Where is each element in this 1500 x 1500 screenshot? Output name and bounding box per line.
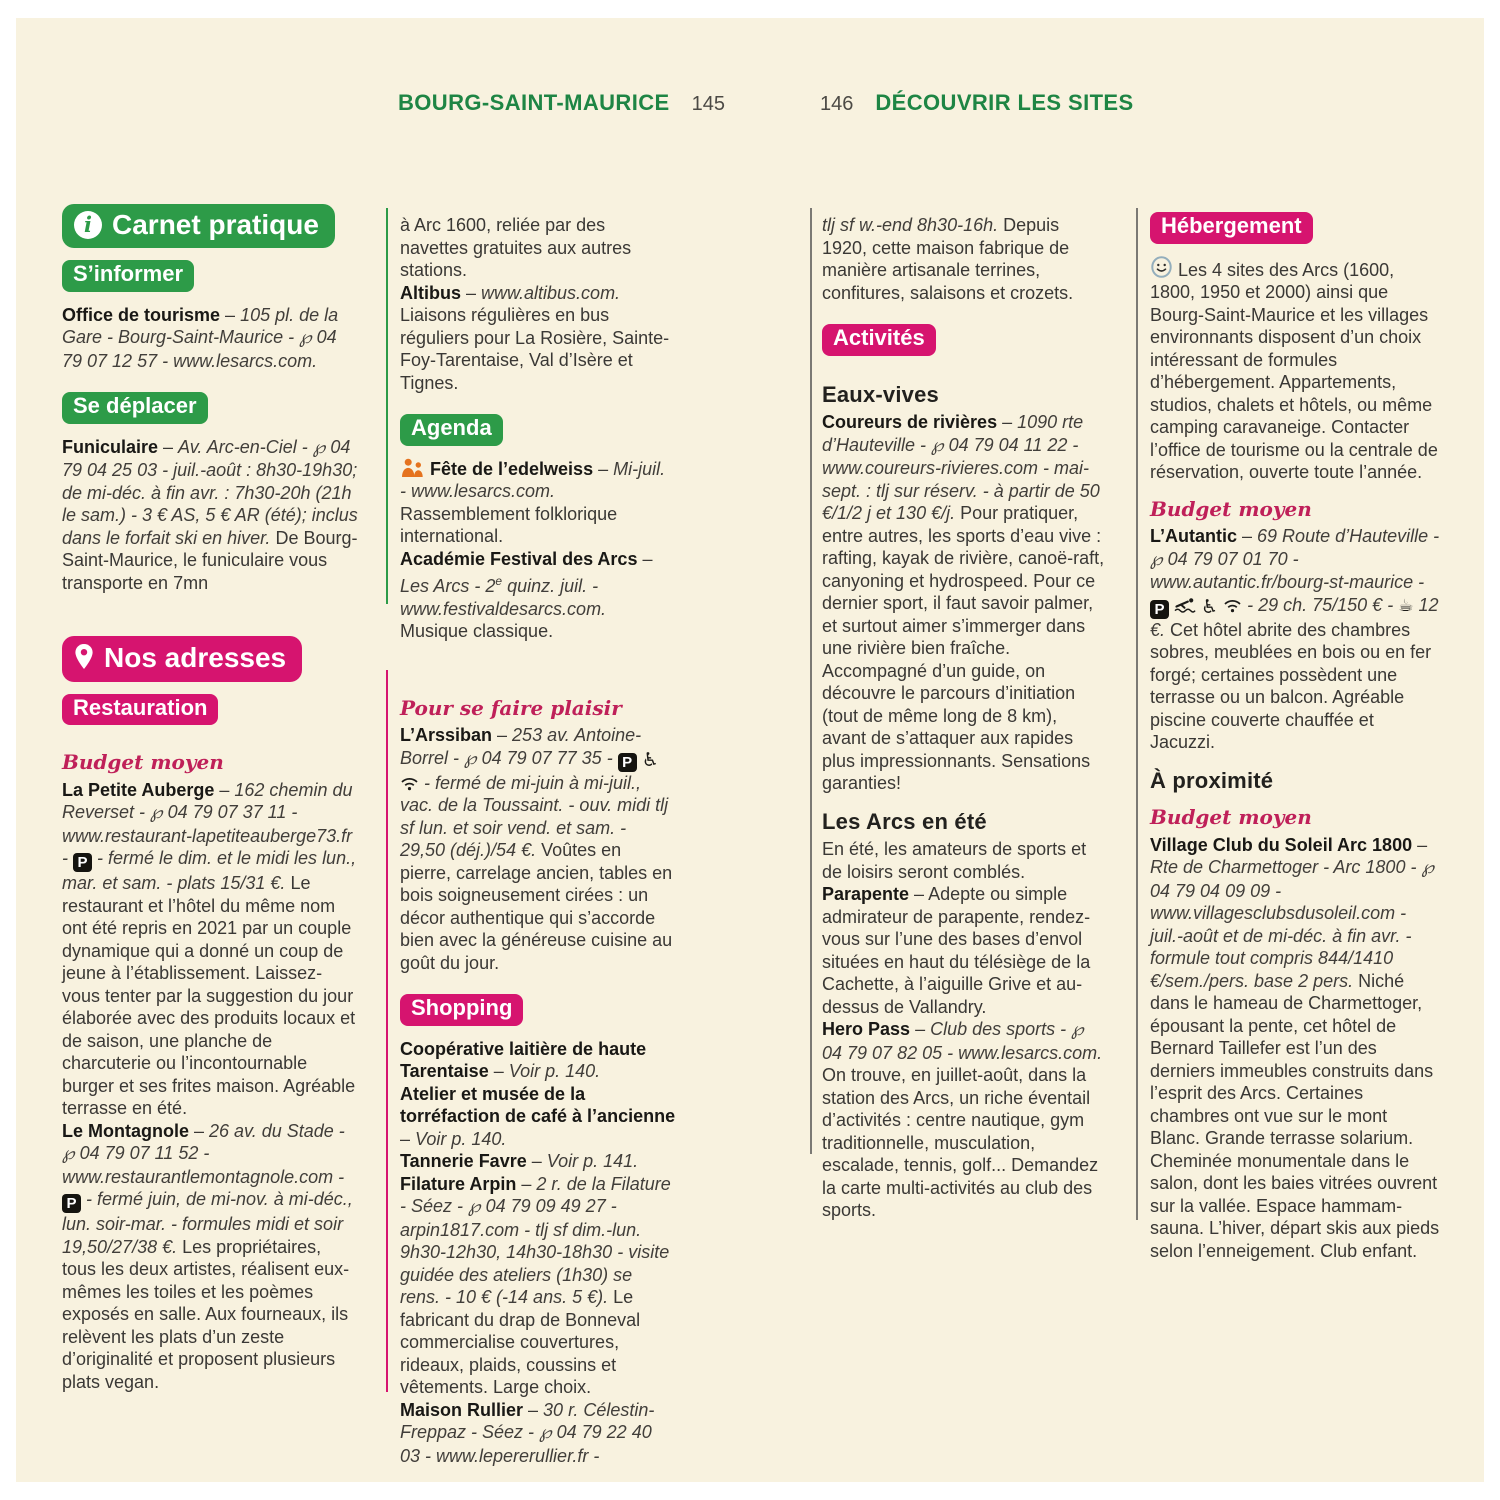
text-segment: – <box>593 458 614 479</box>
text-segment: – <box>1412 834 1428 855</box>
text-segment: 04 79 22 40 03 - www.lepererullier.fr - <box>400 1422 652 1466</box>
text-segment: Altibus <box>400 282 461 303</box>
column-right-2 <box>1150 208 1440 1262</box>
text-segment: 2 r. de la Filature - Séez - <box>400 1173 671 1216</box>
cup-icon: ☕ <box>1398 595 1414 615</box>
text-segment: – <box>461 282 482 303</box>
subhead-pour-se-faire-plaisir: Pour se faire plaisir <box>400 695 622 720</box>
text-segment: Maison Rullier <box>400 1399 524 1420</box>
text-segment: - fermé le dim. et le midi les lun., mar. et sam. - plats 15/31 €. <box>62 848 357 893</box>
phone-icon: ℘ <box>1071 1019 1084 1040</box>
text-segment: – <box>158 436 179 457</box>
page-title-left: BOURG-SAINT-MAURICE <box>398 90 670 115</box>
entry-maison-rullier <box>400 1399 676 1468</box>
text-segment: 04 79 09 49 27 - arpin1817.com - tlj sf dim.-lun. 9h30-12h30, 14h30-18h30 - visite guidée des ateliers (1h30) se rens. - 10 € (-14 ans. 5 €). <box>400 1196 670 1307</box>
label-shopping: Shopping <box>400 994 523 1026</box>
column-rule-carnet <box>386 208 388 604</box>
text-segment: – <box>997 412 1018 432</box>
label-se-deplacer: Se déplacer <box>62 392 208 424</box>
text-segment: 04 79 04 11 22 - www.coureurs-rivieres.com - mai-sept. : tlj sur réserv. - à partir de 50 €/1/2 j et 130 €/j. <box>822 434 1100 523</box>
text-segment: Le Montagnole <box>62 1120 189 1141</box>
text-segment: tlj sf w.-end 8h30-16h. <box>822 215 999 235</box>
text-segment: Hero Pass <box>822 1019 911 1039</box>
text-segment: Pour pratiquer, entre autres, les sports d’eau vive : rafting, kayak de rivière, canoë-raft, canyoning et hydrospeed. Pour ce dernier sport, il faut savoir palmer, et surtout aimer s’immerger dans une rivière bien fraîche. Accompagné d’un guide, on découvre le parcours d’initiation (tout de même long de 8 km), avant de s’attaquer aux rapides plus impressionnants. Sensations garanties! <box>822 503 1105 793</box>
entry-maison-rullier-suite <box>822 214 1106 304</box>
label-activites: Activités <box>822 324 936 356</box>
heading-a-proximite: À proximité <box>1150 767 1274 793</box>
entry-academie-festival <box>400 548 676 643</box>
label-hebergement: Hébergement <box>1150 212 1313 244</box>
text-segment: - fermé juin, de mi-nov. à mi-déc., lun. soir-mar. - formules midi et soir 19,50/27/38 €. <box>62 1189 353 1257</box>
text-segment: www.altibus.com. <box>481 282 621 303</box>
text-segment: Av. Arc-en-Ciel - <box>178 436 313 457</box>
text-segment: Cet hôtel abrite des chambres sobres, meublées en bois ou en fer forgé; certaines possèdent une terrasse ou un balcon. Agréable piscine couverte chauffée et Jacuzzi. <box>1150 619 1432 752</box>
text-segment: Coopérative laitière de haute Tarentaise <box>400 1038 647 1081</box>
text-segment: – <box>492 725 513 745</box>
parking-icon: P <box>1150 600 1169 619</box>
text-segment: 04 79 07 37 11 - www.restaurant-lapetiteauberge73.fr - <box>62 802 353 868</box>
text-segment: La Petite Auberge <box>62 779 215 800</box>
text-segment: Filature Arpin <box>400 1173 517 1194</box>
running-head-right <box>820 90 1134 116</box>
text-segment: Funiculaire <box>62 436 159 457</box>
phone-icon: ℘ <box>539 1422 552 1443</box>
phone-icon: ℘ <box>1421 857 1435 878</box>
book-spread <box>16 18 1484 1482</box>
column-rule-sites-1 <box>810 208 812 1154</box>
page-title-right: DÉCOUVRIR LES SITES <box>875 90 1134 115</box>
text-segment: Coureurs de rivières <box>822 412 998 432</box>
text-segment: Voûtes en pierre, carrelage ancien, tables en bois soigneusement cirées : un décor authentique qui s’accorde bien avec la généreuse cuisine au goût du jour. <box>400 840 673 973</box>
text-segment: Village Club du Soleil Arc 1800 <box>1150 834 1413 855</box>
text-segment: 04 79 07 01 70 - www.autantic.fr/bourg-st-maurice - <box>1150 548 1425 592</box>
text-segment: 04 79 04 25 03 - juil.-août : 8h30-19h30; de mi-déc. à fin avr. : 7h30-20h (21h le sam.) - 3 € AS, 5 € AR (été); inclus dans le forfait ski en hiver. <box>62 436 358 548</box>
phone-icon: ℘ <box>468 1196 481 1217</box>
parking-icon: P <box>62 1194 81 1213</box>
text-segment: 30 r. Célestin-Freppaz - Séez - <box>400 1399 655 1442</box>
column-left-2 <box>400 214 676 1467</box>
text-segment: Voir p. 141. <box>546 1151 639 1171</box>
label-sinformer: S’informer <box>62 260 194 292</box>
carnet-pratique-title: Carnet pratique <box>112 208 319 240</box>
text-segment: 04 79 07 12 57 - www.lesarcs.com. <box>62 327 337 371</box>
subhead-budget-moyen: Budget moyen <box>62 750 224 774</box>
text-segment: Les Arcs - 2 <box>400 576 496 596</box>
text-segment: Atelier et musée de la torréfaction de café à l’ancienne <box>400 1083 676 1126</box>
phone-icon: ℘ <box>62 1143 75 1164</box>
text-segment: Parapente <box>822 884 910 904</box>
entry-cooperative-laitiere <box>400 1038 676 1083</box>
pool-icon <box>1174 594 1196 617</box>
text-segment: Tannerie Favre <box>400 1151 527 1171</box>
label-agenda: Agenda <box>400 414 503 446</box>
parking-icon: P <box>618 753 637 772</box>
column-right-1 <box>822 214 1106 1222</box>
text-segment: Niché dans le hameau de Charmettoger, épousant la pente, cet hôtel de Bernard Taillefer est l’un des derniers immeubles construits dans l’esprit des Arcs. Certaines chambres ont vue sur le mont Blanc. Grande terrasse solarium. Cheminée monumentale dans le salon, dont les baies vitrées ouvrent sur la vallée. Espace hammam-sauna. L’hiver, départ skis aux pieds selon l’enneigement. Club enfant. <box>1150 970 1440 1261</box>
phone-icon: ℘ <box>150 802 163 823</box>
entry-filature-arpin <box>400 1173 676 1399</box>
text-segment: 04 79 07 11 52 - www.restaurantlemontagnole.com - <box>62 1143 345 1187</box>
text-segment: En été, les amateurs de sports et de loisirs seront comblés. <box>822 839 1087 882</box>
text-segment: 12 €. <box>1150 594 1439 640</box>
smiley-icon <box>1150 256 1173 282</box>
column-left-1 <box>62 204 358 1393</box>
nos-adresses-title: Nos adresses <box>104 641 287 673</box>
wifi-icon <box>1223 594 1242 617</box>
text-segment: Le restaurant et l’hôtel du même nom ont été repris en 2021 par un couple dynamique qui a donné un coup de jeune à l’établissement. Laissez-vous tenter par la suggestion du jour élaborée avec des produits locaux et de saison, une planche de charcuterie ou l’incontournable burger et ses frites maison. Agréable terrasse en été. <box>62 873 356 1118</box>
entry-atelier-torrefaction <box>400 1083 676 1151</box>
text-segment: Rassemblement folklorique international. <box>400 503 618 546</box>
text-segment: 04 79 07 82 05 - www.lesarcs.com. <box>822 1042 1103 1063</box>
entry-coureurs-de-rivieres <box>822 411 1106 795</box>
running-head-left <box>398 90 725 116</box>
phone-icon: ℘ <box>312 436 326 458</box>
label-restauration: Restauration <box>62 694 218 726</box>
text-segment: Depuis 1920, cette maison fabrique de manière artisanale terrines, confitures, salaisons et crozets. <box>822 215 1074 303</box>
text-segment: L’Autantic <box>1150 526 1238 546</box>
page-number-right: 146 <box>820 93 854 115</box>
entry-funiculaire <box>62 436 358 595</box>
column-rule-adresses <box>386 670 388 1392</box>
text-segment: – <box>220 304 241 325</box>
text-segment: – <box>400 1128 416 1149</box>
text-segment: L’Arssiban <box>400 725 493 745</box>
text-segment: Voir p. 140. <box>415 1128 507 1149</box>
text-segment: Club des sports - <box>930 1019 1072 1039</box>
phone-icon: ℘ <box>464 747 477 769</box>
entry-altibus <box>400 282 676 395</box>
text-segment: – <box>189 1120 210 1141</box>
text-segment: à Arc 1600, reliée par des navettes gratuites aux autres stations. <box>400 215 632 280</box>
text-segment: Musique classique. <box>400 621 554 641</box>
text-segment: Les 4 sites des Arcs (1600, 1800, 1950 et 2000) ainsi que Bourg-Saint-Maurice et les villages environnants disposent d’un choix intéressant de formules d’hébergement. Appartements, studios, chalets et hôtels, ou même camping caravaneige. Contacter l’office de tourisme ou la centrale de réservation, ouverte toute l’année. <box>1150 259 1438 482</box>
text-segment: – <box>526 1151 547 1171</box>
entry-arcs-ete-intro <box>822 838 1106 883</box>
carnet-pratique-box <box>62 204 335 248</box>
text-segment: - 29 ch. 75/150 € - <box>1242 594 1399 615</box>
phone-icon: ℘ <box>1150 548 1163 570</box>
entry-la-petite-auberge <box>62 779 358 1120</box>
text-segment: De Bourg-Saint-Maurice, le funiculaire vous transporte en 7mn <box>62 527 358 593</box>
text-segment: 105 pl. de la Gare - Bourg-Saint-Maurice - <box>62 304 339 347</box>
text-segment: Liaisons régulières en bus réguliers pour La Rosière, Sainte-Foy-Tarentaise, Val d’Isère et Tignes. <box>400 305 670 393</box>
text-segment: – <box>523 1399 544 1420</box>
text-segment: 162 chemin du Reverset - <box>62 779 353 822</box>
text-segment: Rte de Charmettoger - Arc 1800 - <box>1150 857 1422 877</box>
entry-office-de-tourisme <box>62 304 358 373</box>
entry-hebergement-intro <box>1150 256 1440 484</box>
wifi-icon <box>400 772 419 795</box>
text-segment: 04 79 07 77 35 - <box>476 747 618 768</box>
text-segment: quinz. juil. - www.festivaldesarcs.com. <box>400 576 607 619</box>
nos-adresses-box <box>62 636 302 682</box>
text-segment: - fermé de mi-juin à mi-juil., vac. de la Toussaint. - ouv. midi tlj sf lun. et soir vend. et sam. - 29,50 (déj.)/54 €. <box>400 772 669 860</box>
text-segment: Fête de l’edelweiss <box>425 458 594 479</box>
page-number-left: 145 <box>691 93 725 115</box>
text-segment: 26 av. du Stade - <box>209 1120 345 1141</box>
text-segment: 253 av. Antoine-Borrel - <box>400 725 642 768</box>
text-segment: – <box>516 1173 537 1194</box>
entry-village-club-du-soleil <box>1150 834 1440 1263</box>
text-segment: Le fabricant du drap de Bonneval commercialise couvertures, rideaux, plaids, coussins et vêtements. Large choix. <box>400 1287 641 1397</box>
wheelchair-icon: ♿ <box>641 749 659 771</box>
text-segment: 1090 rte d’Hauteville - <box>822 412 1084 455</box>
text-segment: – <box>214 779 235 800</box>
entry-fete-edelweiss <box>400 458 676 548</box>
text-segment: Les propriétaires, tous les deux artistes, réalisent eux-mêmes les toiles et les poèmes exposés en salle. Aux fourneaux, ils relèvent les plats d’un zeste d’originalité et proposent plusieurs plats vegan. <box>62 1236 350 1392</box>
text-segment: Voir p. 140. <box>508 1061 601 1081</box>
parking-icon: P <box>73 853 92 872</box>
text-segment: 04 79 04 09 09 - www.villagesclubsdusoleil.com - juil.-août et de mi-déc. à fin avr. - formule tout compris 844/1410 €/sem./pers. base 2 pers. <box>1150 880 1412 991</box>
entry-autantic <box>1150 525 1440 754</box>
people-icon <box>400 458 425 481</box>
text-segment: – <box>1237 526 1258 546</box>
subhead-budget-moyen-2: Budget moyen <box>1150 805 1312 829</box>
phone-icon: ℘ <box>931 434 944 456</box>
entry-arc-1600 <box>400 214 676 282</box>
phone-icon: ℘ <box>299 327 312 348</box>
text-segment: 69 Route d’Hauteville - <box>1257 526 1440 546</box>
text-segment: – Adepte ou simple admirateur de parapente, rendez-vous sur l’une des bases d’envol situées en haut du télésiège de la Cachette, à l’aiguille Grive et au-dessus de Vallandry. <box>822 884 1091 1017</box>
entry-hero-pass <box>822 1018 1106 1222</box>
text-segment: Mi-juil. - www.lesarcs.com. <box>400 458 666 501</box>
text-segment: Académie Festival des Arcs <box>400 548 638 569</box>
entry-le-montagnole <box>62 1120 358 1394</box>
column-rule-sites-2 <box>1136 208 1138 1220</box>
wheelchair-icon: ♿ <box>1201 596 1219 618</box>
heading-les-arcs-en-ete: Les Arcs en été <box>822 808 987 834</box>
text-segment: e <box>495 574 503 588</box>
info-icon: i <box>74 211 102 239</box>
heading-eaux-vives: Eaux-vives <box>822 381 939 407</box>
text-segment: – <box>910 1019 931 1039</box>
entry-tannerie-favre <box>400 1150 676 1173</box>
text-segment: Office de tourisme <box>62 304 221 325</box>
subhead-budget-moyen-1: Budget moyen <box>1150 496 1312 521</box>
text-segment: On trouve, en juillet-août, dans la station des Arcs, un riche éventail d’activités : centre nautique, gym traditionnelle, musculation, escalade, tennis, golf... Demandez la carte multi-activités au club des sports. <box>822 1065 1099 1220</box>
entry-parapente <box>822 883 1106 1018</box>
entry-arssiban <box>400 724 676 974</box>
text-segment: – <box>637 548 653 569</box>
text-segment: – <box>488 1061 509 1081</box>
map-pin-icon <box>74 643 94 673</box>
